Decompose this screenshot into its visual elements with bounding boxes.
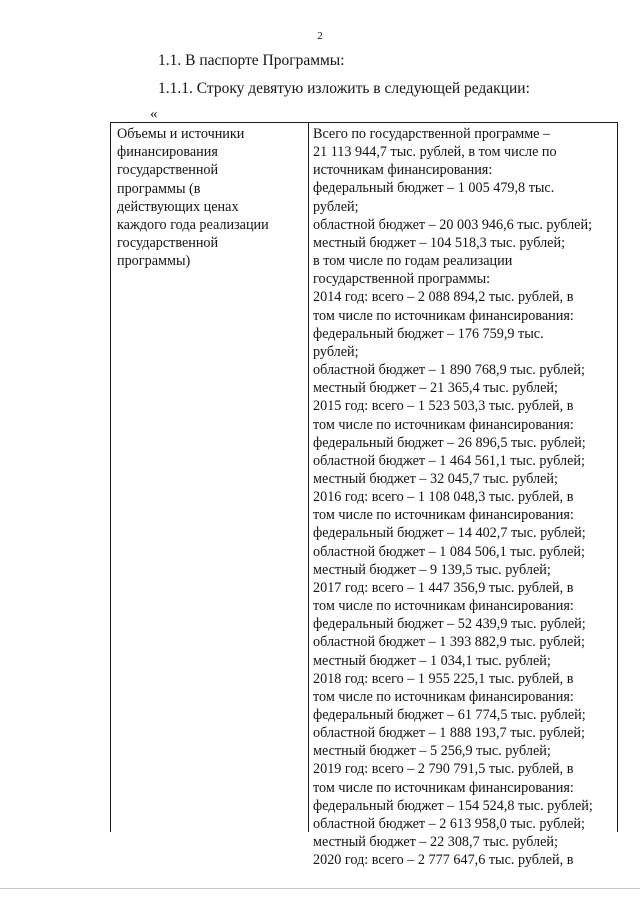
table-value-line: областной бюджет – 1 393 882,9 тыс. рублей; <box>313 634 585 651</box>
table-value-line: Всего по государственной программе – <box>313 126 551 142</box>
table-value-line: местный бюджет – 1 034,1 тыс. рублей; <box>313 652 551 669</box>
table-value-line: том числе по источникам финансирования: <box>313 416 574 433</box>
table-value-line: федеральный бюджет – 1 005 479,8 тыс. <box>313 180 555 197</box>
table-value-line: местный бюджет – 9 139,5 тыс. рублей; <box>313 561 551 578</box>
table-value-line: областной бюджет – 1 084 506,1 тыс. рублей; <box>313 543 585 560</box>
table-value-line: федеральный бюджет – 26 896,5 тыс. рублей; <box>313 434 586 451</box>
table-label-line: финансирования <box>117 144 218 161</box>
table-value-line: том числе по источникам финансирования: <box>313 779 574 796</box>
table-value-line: местный бюджет – 32 045,7 тыс. рублей; <box>313 470 558 487</box>
table-value-line: федеральный бюджет – 14 402,7 тыс. рублей; <box>313 525 586 542</box>
table-value-line: областной бюджет – 20 003 946,6 тыс. рублей; <box>313 216 593 233</box>
page-number: 2 <box>317 30 323 42</box>
table-label-line: государственной <box>117 235 219 252</box>
table-value-line: источникам финансирования: <box>313 162 493 179</box>
table-value-line: 2018 год: всего – 1 955 225,1 тыс. рублей, в <box>313 670 574 687</box>
table-value-line: федеральный бюджет – 154 524,8 тыс. рублей; <box>313 797 593 814</box>
table-value-line: областной бюджет – 1 464 561,1 тыс. рублей; <box>313 452 585 469</box>
table-label-line: государственной <box>117 162 219 179</box>
table-value-line: 2014 год: всего – 2 088 894,2 тыс. рублей, в <box>313 289 574 306</box>
financing-table <box>110 122 618 869</box>
table-value-line: областной бюджет – 1 888 193,7 тыс. рублей; <box>313 725 585 742</box>
table-value-line: местный бюджет – 21 365,4 тыс. рублей; <box>313 380 558 397</box>
table-value-line: местный бюджет – 22 308,7 тыс. рублей; <box>313 834 558 851</box>
table-value-line: областной бюджет – 2 613 958,0 тыс. рублей; <box>313 815 585 832</box>
table-value-line: том числе по источникам финансирования: <box>313 507 574 524</box>
paragraph-passport: 1.1. В паспорте Программы: <box>158 52 345 69</box>
table-value-line: рублей; <box>313 343 359 360</box>
table-value-line: 2020 год: всего – 2 777 647,6 тыс. рублей, в <box>313 852 574 869</box>
table-value-line: 2016 год: всего – 1 108 048,3 тыс. рублей, в <box>313 489 574 506</box>
table-value-line: рублей; <box>313 198 359 215</box>
table-value-line: 2019 год: всего – 2 790 791,5 тыс. рублей, в <box>313 761 574 778</box>
column-divider <box>308 123 309 832</box>
table-value-line: федеральный бюджет – 52 439,9 тыс. рублей; <box>313 616 586 633</box>
paragraph-row-nine: 1.1.1. Строку девятую изложить в следующей редакции: <box>158 80 530 97</box>
table-label-line: действующих ценах <box>117 198 239 215</box>
table-value-cell <box>313 125 619 869</box>
table-label-line: каждого года реализации <box>117 217 269 234</box>
table-value-line: том числе по источникам финансирования: <box>313 307 574 324</box>
table-label-line: программы (в <box>117 180 201 197</box>
table-value-line: государственной программы: <box>313 271 491 288</box>
page-bottom-rule <box>0 888 640 889</box>
table-value-line: федеральный бюджет – 176 759,9 тыс. <box>313 325 544 342</box>
table-label-line: Объемы и источники <box>117 126 245 142</box>
table-value-line: федеральный бюджет – 61 774,5 тыс. рублей; <box>313 707 586 723</box>
table-value-line: местный бюджет – 104 518,3 тыс. рублей; <box>313 234 566 251</box>
table-value-line: областной бюджет – 1 890 768,9 тыс. рублей; <box>313 362 585 379</box>
table-value-line: 2015 год: всего – 1 523 503,3 тыс. рублей, в <box>313 398 574 415</box>
opening-quote: « <box>150 106 158 122</box>
table-value-line: 21 113 944,7 тыс. рублей, в том числе по <box>313 144 557 161</box>
table-value-line: том числе по источникам финансирования: <box>313 688 574 705</box>
table-value-line: 2017 год: всего – 1 447 356,9 тыс. рублей, в <box>313 579 574 596</box>
table-value-line: в том числе по годам реализации <box>313 253 513 270</box>
table-value-line: местный бюджет – 5 256,9 тыс. рублей; <box>313 743 551 760</box>
table-value-line: том числе по источникам финансирования: <box>313 598 574 615</box>
table-label-cell <box>117 125 303 271</box>
table-label-line: программы) <box>117 253 191 270</box>
